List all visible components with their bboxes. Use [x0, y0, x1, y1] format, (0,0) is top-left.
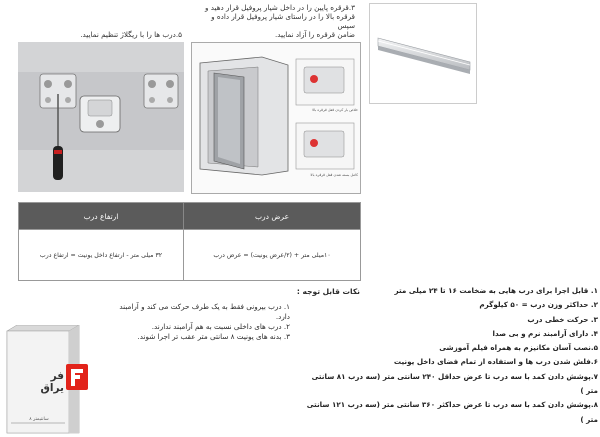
feature-item: ۱. قابل اجرا برای درب هایی به ضخامت ۱۶ تا ۲۴ میلی متر — [394, 286, 598, 295]
mechanism-diagram — [191, 42, 361, 194]
cabinet-dimension-label: ۸ سانتیمتر — [29, 417, 49, 422]
feature-item: ۳. حرکت خطی درب — [527, 314, 598, 324]
notes-list — [90, 302, 290, 342]
diagram-label-b: کامل بسته شدن قفل قرقره بالا — [310, 173, 358, 177]
step3-line3: ضامن قرقره را آزاد نمایید. — [274, 30, 355, 39]
feature-item: ۲. حداکثر وزن درب = ۵۰ کیلوگرم — [479, 300, 598, 310]
cabinet-mechanism-illustration — [192, 43, 361, 194]
feature-item: ۵.نصب آسان مکانیزم به همراه فیلم آموزشی — [439, 343, 598, 353]
feature-item: ۴. دارای آرامبند نرم و بی صدا — [492, 328, 598, 338]
regulator-photo — [18, 42, 184, 192]
brand-logo — [30, 364, 90, 392]
table-cell-width-formula: ۱۰میلی متر + (۲/عرض یونیت) = عرض درب — [184, 230, 360, 280]
table-header-height: ارتفاع درب — [19, 203, 184, 229]
logo-text: فر یراق — [40, 370, 64, 394]
table-header-width: عرض درب — [184, 203, 360, 229]
notes-title: نکات قابل توجه : — [296, 287, 360, 296]
note-item: ۲. درب های داخلی نسبت به هم آرامبند ندارند. — [151, 322, 290, 331]
dimensions-table — [18, 202, 361, 281]
step3-line2: قرقره بالا را در راستای شیار پروفیل قرار داده و سپس — [211, 12, 355, 30]
diagram-label-a: خلاص بار کردن قفل قرقره بالا — [312, 108, 358, 112]
step5-text: ۵.درب ها را با ریگلاژ تنظیم نمایید. — [80, 30, 182, 39]
note-item: دارد. — [275, 312, 290, 321]
step3-line1: ۳.قرقره پایین را در داخل شیار پروفیل قرار دهید و — [205, 3, 355, 12]
features-list — [300, 284, 598, 427]
note-item: ۱. درب بیرونی فقط به یک طرف حرکت می کند و آرامبند — [119, 302, 290, 311]
step3-text — [195, 3, 355, 39]
feature-item: ۷.پوشش دادن کمد با سه درب تا عرض حداقل ۲۴۰ سانتی متر (سه درب ۸۱ سانتی متر ) — [311, 371, 598, 396]
note-item: ۳. بدنه های یونیت ۸ سانتی متر عقب تر اجرا شوند. — [137, 332, 290, 341]
feature-item: ۸.پوشش دادن کمد با سه درب تا عرض حداکثر ۳۶۰ سانتی متر (سه درب ۱۲۱ سانتی متر ) — [306, 400, 598, 424]
rail-illustration — [370, 4, 477, 104]
logo-mark-svg — [66, 364, 88, 390]
regulator-illustration — [18, 42, 184, 192]
table-cell-height-formula: ۳۲ میلی متر - ارتفاع داخل یونیت = ارتفاع درب — [19, 230, 184, 280]
feature-item: ۶.فلش شدن درب ها و استفاده از تمام فضای داخل یونیت — [393, 357, 598, 367]
logo-mark-icon — [66, 364, 88, 390]
profile-rail-image — [369, 3, 477, 104]
